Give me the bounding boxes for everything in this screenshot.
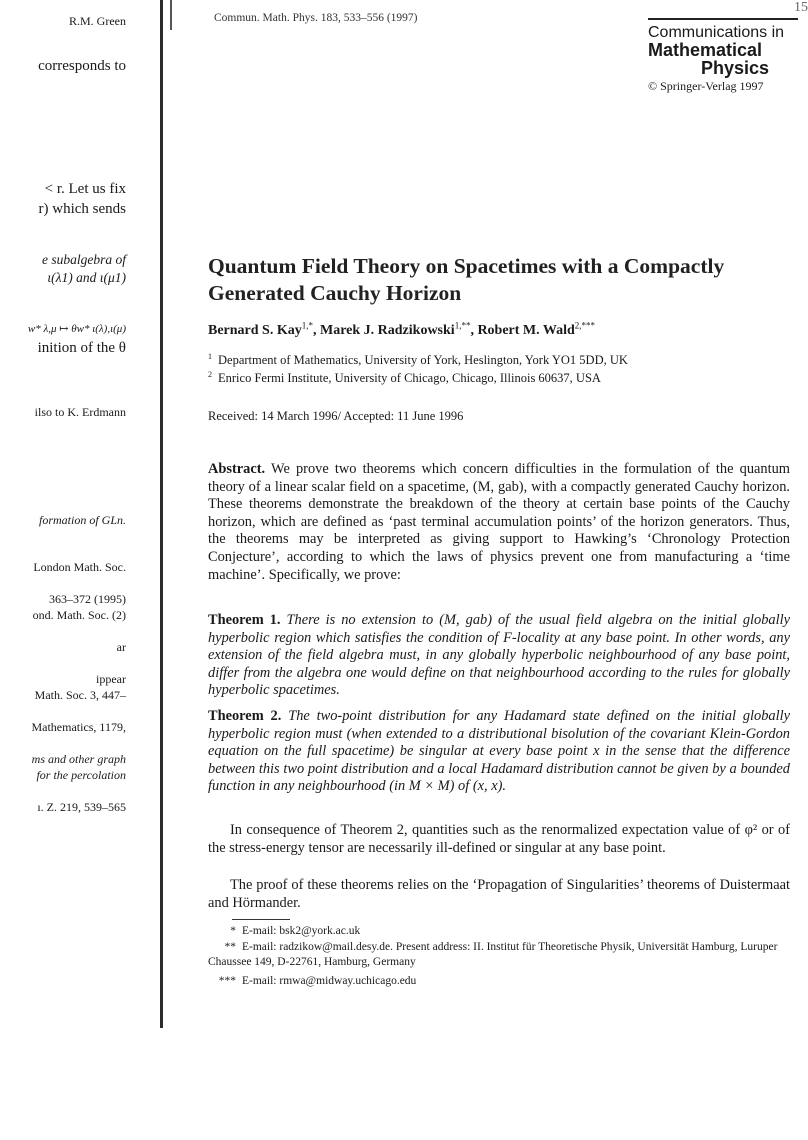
left-page-line: r) which sends (38, 201, 126, 217)
left-page-line: w* λ,μ ↦ θw* ι(λ),ι(μ) (27, 323, 126, 335)
left-page-line: formation of GLn. (38, 513, 126, 527)
paragraph: In consequence of Theorem 2, quantities such as the renormalized expectation value of φ² or of the stress-energy tensor are necessarily ill-defined or singular at any base point. (208, 822, 790, 856)
left-page-line: e subalgebra of (42, 252, 126, 267)
author-list: Bernard S. Kay$^{1,*}$, Marek J. Radzikowski$^{1,**}$, Robert M. Wald$^{2,***}$ (208, 320, 596, 338)
abstract (208, 461, 790, 584)
left-page-line: corresponds to (38, 58, 126, 74)
left-page-line: ms and other graph (31, 752, 126, 766)
affiliation-mark: 1 (208, 351, 212, 361)
journal-reference: Commun. Math. Phys. 183, 533–556 (1997) (214, 12, 418, 24)
left-page-line: ond. Math. Soc. (2) (32, 608, 126, 622)
footnote (208, 940, 790, 970)
paper-title: Quantum Field Theory on Spacetimes with a Compactly Generated Cauchy Horizon (208, 254, 725, 305)
affiliation-text: Department of Mathematics, University of York, Heslington, York YO1 5DD, UK (218, 353, 628, 367)
left-page-line: for the percolation (36, 768, 126, 782)
left-page-line: ilso to K. Erdmann (34, 405, 126, 419)
left-page-line: R.M. Green (69, 14, 126, 28)
left-page-line: Mathematics, 1179, (31, 720, 126, 734)
footnote-text: E-mail: radzikow@mail.desy.de. Present address: II. Institut für Theoretische Physik, Universität Hamburg, Luruper Chaussee 149, D-22761, Hamburg, Germany (208, 941, 778, 968)
left-page-line: ippear (96, 672, 126, 686)
author-name: Bernard S. Kay (208, 323, 302, 338)
author-mark: 2,*** (574, 320, 596, 331)
author-name: Marek J. Radzikowski (319, 323, 455, 338)
logo-publisher: © Springer-Verlag 1997 (648, 79, 764, 93)
footnote (208, 924, 790, 939)
affiliation (208, 371, 601, 386)
footnote-mark: ** (224, 941, 236, 953)
theorem-2-label: Theorem 2. (208, 708, 282, 724)
journal-logo (648, 18, 798, 94)
left-page-line: Math. Soc. 3, 447– (34, 688, 126, 702)
author-mark: 1,** (454, 320, 471, 331)
left-page-line: ı. Z. 219, 539–565 (37, 800, 126, 814)
left-page-line: < r. Let us fix (44, 181, 126, 197)
affiliation-text: Enrico Fermi Institute, University of Chicago, Chicago, Illinois 60637, USA (218, 371, 601, 385)
page-gutter-divider (160, 0, 163, 1028)
footnote-mark: * (230, 925, 236, 937)
corner-page-number: 15 (794, 0, 808, 15)
affiliation (208, 353, 628, 368)
left-page-line: inition of the θ (37, 340, 126, 356)
logo-line-1: Communications in (648, 24, 785, 41)
left-page-strip (0, 0, 162, 1030)
theorem-1-text: There is no extension to (M, gab) of the usual field algebra on the initial globally hyperbolic region which satisfies the condition of F-locality at any base point. In other words, any extension of the field algebra must, in any globally hyperbolic neighbourhood of any base point, differ from the algebra one would define on that neighbourhood according to the rules for globally hyperbolic spacetimes. (208, 612, 791, 699)
left-page-line: 363–372 (1995) (49, 592, 126, 606)
logo-line-2: Mathematical (648, 40, 763, 60)
affiliation-mark: 2 (208, 369, 212, 379)
footnote (208, 974, 790, 989)
left-page-line: ar (116, 640, 126, 654)
theorem-2 (208, 708, 790, 796)
theorem-1 (208, 612, 790, 700)
author-mark: 1,* (301, 320, 313, 331)
page-curl-mark (170, 0, 172, 30)
footnote-text: E-mail: bsk2@york.ac.uk (242, 925, 361, 937)
abstract-text: We prove two theorems which concern difficulties in the formulation of the quantum theory of a linear scalar field on a spacetime, (M, gab), with a compactly generated Cauchy horizon. These theorems demonstrate the breakdown of the theory at certain base points of the Cauchy horizon, which are defined as ‘past terminal accumulation points’ of the horizon generators. Thus, the theorems may be interpreted as giving support to Hawking’s ‘Chronology Protection Conjecture’, according to which the laws of physics prevent one from manufacturing a ‘time machine’. Specifically, we prove: (208, 461, 790, 583)
footnote-text: E-mail: rmwa@midway.uchicago.edu (242, 975, 417, 987)
received-dates: Received: 14 March 1996/ Accepted: 11 June 1996 (208, 409, 464, 423)
logo-line-3: Physics (701, 58, 770, 78)
abstract-label: Abstract. (208, 461, 266, 477)
footnote-rule (232, 919, 290, 920)
author-name: Robert M. Wald (477, 323, 575, 338)
theorem-2-text: The two-point distribution for any Hadamard state defined on the initial globally hyperbolic region must (when extended to a distributional bisolution of the covariant Klein-Gordon equation on the full spacetime) be singular at every base point x in the sense that the difference between this two point distribution and a local Hadamard distribution cannot be given by a bounded function in any neighbourhood (in M × M) of (x, x). (208, 708, 790, 795)
footnote-mark: *** (218, 975, 236, 987)
left-page-line: ι(λ1) and ι(μ1) (47, 270, 126, 285)
theorem-1-label: Theorem 1. (208, 612, 281, 628)
left-page-line: London Math. Soc. (33, 560, 126, 574)
paragraph: The proof of these theorems relies on the ‘Propagation of Singularities’ theorems of Duistermaat and Hörmander. (208, 877, 790, 911)
